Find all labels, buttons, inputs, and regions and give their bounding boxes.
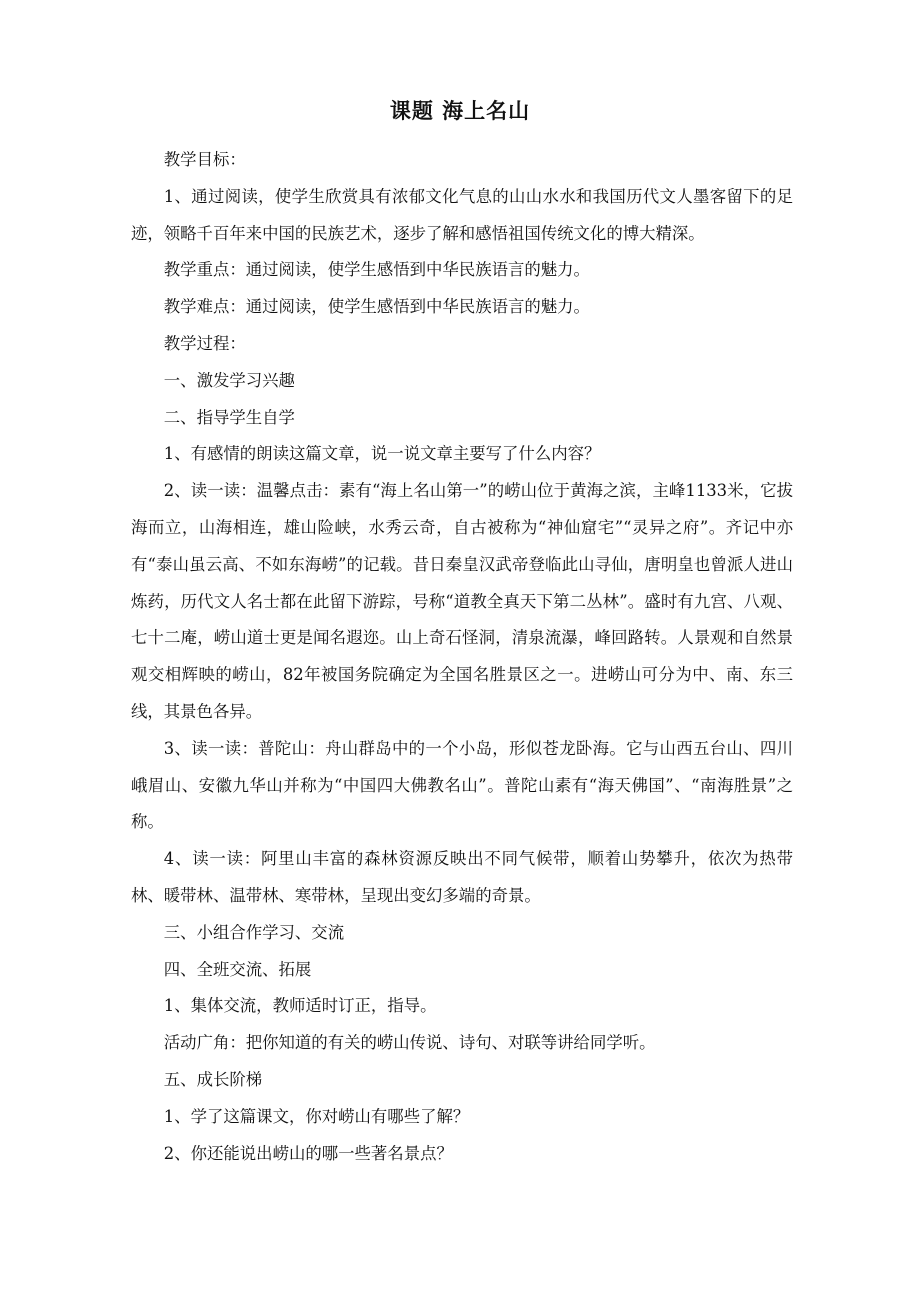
paragraph: 四、全班交流、拓展 bbox=[163, 959, 312, 979]
paragraph: 教学难点：通过阅读，使学生感悟到中华民族语言的魅力。 bbox=[163, 297, 590, 317]
paragraph: 1、集体交流，教师适时订正，指导。 bbox=[163, 996, 437, 1016]
page-title: 课题 海上名山 bbox=[389, 99, 531, 123]
paragraph: 二、指导学生自学 bbox=[163, 407, 295, 427]
paragraph: 教学过程： bbox=[163, 333, 246, 353]
paragraph: 3、读一读：普陀山：舟山群岛中的一个小岛，形似苍龙卧海。它与山西五台山、四川峨眉山、安徽九华山并称为“中国四大佛教名山”。普陀山素有“海天佛国”、“南海胜景”之称。 bbox=[131, 738, 793, 832]
paragraph: 一、激发学习兴趣 bbox=[163, 370, 295, 390]
paragraph: 五、成长阶梯 bbox=[163, 1069, 263, 1089]
paragraph: 1、通过阅读，使学生欣赏具有浓郁文化气息的山山水水和我国历代文人墨客留下的足迹，领略千百年来中国的民族艺术，逐步了解和感悟祖国传统文化的博大精深。 bbox=[131, 186, 793, 243]
paragraph: 教学重点：通过阅读，使学生感悟到中华民族语言的魅力。 bbox=[163, 260, 590, 280]
paragraph: 活动广角：把你知道的有关的崂山传说、诗句、对联等讲给同学听。 bbox=[163, 1033, 656, 1053]
paragraph: 1、有感情的朗读这篇文章，说一说文章主要写了什么内容？ bbox=[163, 444, 601, 464]
paragraph: 4、读一读：阿里山丰富的森林资源反映出不同气候带，顺着山势攀升，依次为热带林、暖带林、温带林、寒带林，呈现出变幻多端的奇景。 bbox=[131, 849, 793, 905]
paragraph: 教学目标： bbox=[163, 150, 246, 169]
document-body bbox=[131, 142, 793, 1172]
paragraph: 2、你还能说出崂山的哪一些著名景点？ bbox=[163, 1143, 453, 1163]
paragraph: 三、小组合作学习、交流 bbox=[163, 922, 345, 942]
paragraph: 1、学了这篇课文，你对崂山有哪些了解？ bbox=[163, 1106, 470, 1126]
paragraph: 2、读一读：温馨点击：素有“海上名山第一”的崂山位于黄海之滨，主峰1133米，它拔海而立，山海相连，雄山险峡，水秀云奇，自古被称为“神仙窟宅”“灵异之府”。齐记中亦有“泰山虽云高、不如东海崂”的记载。昔日秦皇汉武帝登临此山寻仙，唐明皇也曾派人进山炼药，历代文人名士都在此留下游踪，号称“道教全真天下第二丛林”。盛时有九宫、八观、七十二庵，崂山道士更是闻名遐迩。山上奇石怪洞，清泉流瀑，峰回路转。人景观和自然景观交相辉映的崂山，82年被国务院确定为全国名胜景区之一。进崂山可分为中、南、东三线，其景色各异。 bbox=[131, 481, 793, 721]
